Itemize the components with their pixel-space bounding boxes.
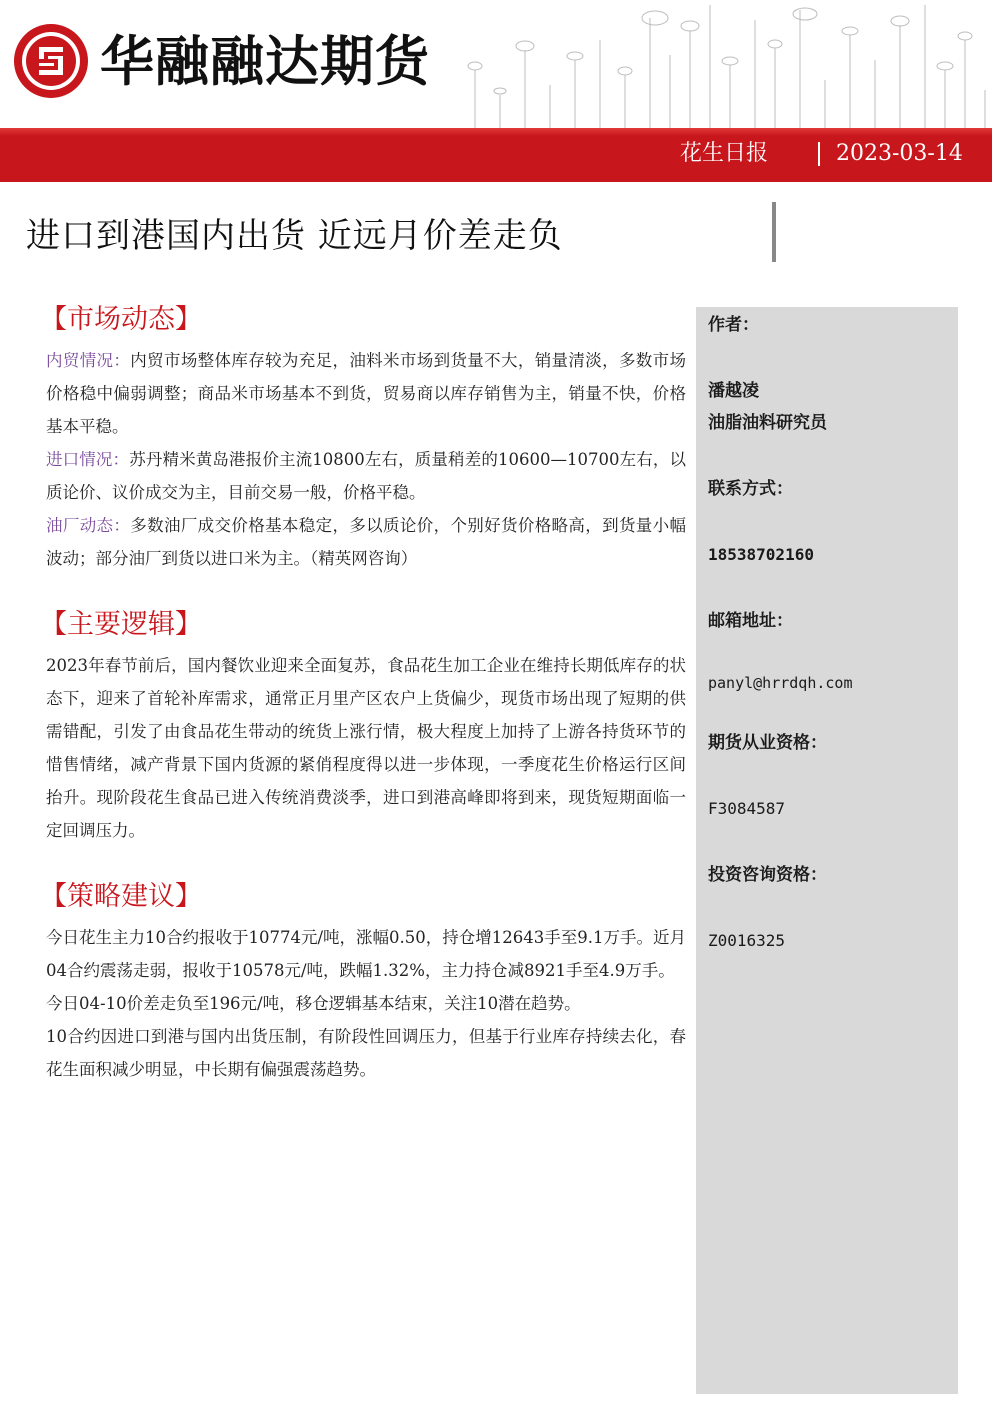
phone-number: 18538702160 (708, 545, 814, 564)
section-heading-logic: 【主要逻辑】 (40, 609, 202, 640)
domestic-label: 内贸情况： (46, 351, 131, 370)
email-label: 邮箱地址： (708, 611, 793, 631)
logic-paragraph: 2023年春节前后，国内餐饮业迎来全面复苏，食品花生加工企业在维持长期低库存的状态下，迎来了首轮补库需求，通常正月里产区农户上货偏少，现货市场出现了短期的供需错配，引发了由食品花生带动的统货上涨行情，极大程度上加持了上游各持货环节的惜售情绪，减产背景下国内货源的紧俏程度得以进一步体现，一季度花生价格运行区间抬升。现阶段花生食品已进入传统消费淡季，进口到港高峰即将到来，现货短期面临一定回调压力。 (46, 656, 686, 840)
strategy-paragraph-1: 今日花生主力10合约报收于10774元/吨，涨幅0.50，持仓增12643手至9.1万手。近月04合约震荡走弱，报收于10578元/吨，跌幅1.32%，主力持仓减8921手至4.9万手。 (46, 928, 687, 980)
section-heading-strategy: 【策略建议】 (40, 881, 202, 912)
import-label: 进口情况： (46, 450, 130, 469)
author-label: 作者： (708, 315, 759, 335)
advisory-qualification-id: Z0016325 (708, 931, 786, 950)
author-sidebar (696, 307, 958, 1394)
mill-text: 多数油厂成交价格基本稳定，多以质论价，个别好货价格略高，到货量小幅波动；部分油厂到货以进口米为主。（精英网咨询） (46, 516, 687, 568)
strategy-paragraph-3: 10合约因进口到港与国内出货压制，有阶段性回调压力，但基于行业库存持续去化，春花生面积减少明显，中长期有偏强震荡趋势。 (46, 1027, 686, 1079)
strategy-paragraph-2: 今日04-10价差走负至196元/吨，移仓逻辑基本结束，关注10潜在趋势。 (46, 994, 581, 1013)
title-divider (772, 202, 776, 262)
header-separator (818, 142, 820, 166)
market-mill-paragraph (46, 509, 686, 575)
report-type: 花生日报 (680, 141, 769, 166)
email-address[interactable]: panyl@hrrdqh.com (708, 674, 853, 692)
report-date: 2023-03-14 (836, 141, 963, 166)
brand-name: 华融融达期货 (100, 30, 430, 93)
domestic-text: 内贸市场整体库存较为充足，油料米市场到货量不大，销量清淡，多数市场价格稳中偏弱调整；商品米市场基本不到货，贸易商以库存销售为主，销量不快，价格基本平稳。 (46, 351, 687, 436)
section-heading-market: 【市场动态】 (40, 304, 202, 335)
author-name: 潘越凌 (708, 381, 759, 401)
report-title: 进口到港国内出货 近远月价差走负 (26, 216, 563, 256)
futures-qualification-label: 期货从业资格： (708, 733, 827, 753)
mill-label: 油厂动态： (46, 516, 131, 535)
import-text: 苏丹精米黄岛港报价主流10800左右，质量稍差的10600—10700左右，以质论价、议价成交为主，目前交易一般，价格平稳。 (46, 450, 687, 502)
company-logo-icon (12, 22, 90, 100)
main-content (40, 300, 687, 1086)
market-domestic-paragraph (46, 344, 686, 443)
advisory-qualification-label: 投资咨询资格： (708, 865, 827, 885)
author-title: 油脂油料研究员 (708, 413, 827, 433)
market-import-paragraph (46, 443, 686, 509)
report-header (0, 0, 992, 182)
decorative-pattern (455, 0, 992, 128)
contact-label: 联系方式： (708, 479, 793, 499)
futures-qualification-id: F3084587 (708, 799, 786, 818)
